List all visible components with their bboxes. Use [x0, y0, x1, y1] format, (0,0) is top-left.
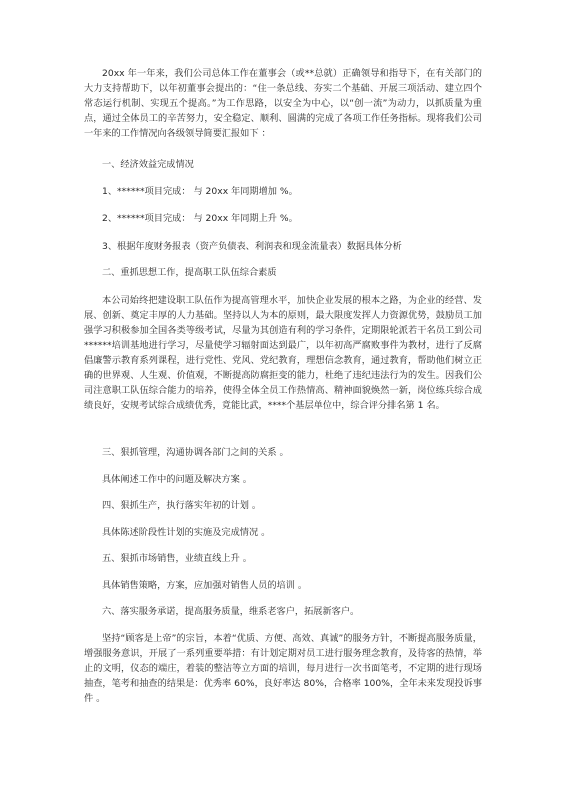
section-2-paragraph: 本公司始终把建设职工队伍作为提高管理水平，加快企业发展的根本之路，为企业的经营、发展、创新、奠定丰厚的人力基础。坚持以人为本的原则，最大限度发挥人力资源优势，鼓励员工加强学习积极参加全国各类等级考试，尽量为其创造有利的学习条件，定期限轮派若干名员工到公司******培训基地进行学习，尽量使学习辐射面达到最广，以年初高严腐败事件为教材，进行了反腐倡廉警示教育系列课程，进行党性、党风、党纪教育，理想信念教育，通过教育，帮助他们树立正确的世界观、人生观、价值观，不断提高防腐拒变的能力，杜绝了违纪违法行为的发生。因我们公司注意职工队伍综合能力的培养，使得全体全员工作热情高、精神面貌焕然一新，岗位练兵综合成绩良好，安规考试综合成绩优秀，竟能比武，****个基层单位中，综合评分排名第 1 名。	[84, 295, 482, 411]
section-1-item-2: 2、******项目完成： 与 20xx 年同期上升 %。	[102, 213, 298, 224]
section-4-body: 具体陈述阶段性计划的实施及完成情况 。	[102, 527, 271, 538]
section-6-paragraph: 坚持“顾客是上帝”的宗旨，本着“优质、方便、高效、真诚”的服务方针，不断提高服务质量，增强服务意识，开展了一系列重要举措：有计划定期对员工进行服务理念教育，及待客的热情，举止的文明，仪态的端庄，着装的整洁等立方面的培训，每月进行一次书面笔考，不定期的进行现场抽查，笔考和抽查的结果是：优秀率 60%，良好率达 80%，合格率 100%，全年未来发现投诉事件 。	[84, 633, 482, 704]
section-3-body: 具体阐述工作中的问题及解决方案 。	[102, 474, 252, 485]
section-5-body: 具体销售策略，方案，应加强对销售人员的培训 。	[102, 580, 308, 591]
intro-paragraph: 20xx 年一年来，我们公司总体工作在董事会（或**总就）正确领导和指导下，在有关部门的大力支持帮助下，以年初董事会提出的：“住一条总线、夯实二个基础、开展三项活动、建立四个常态运行机制、实现五个提高。”为工作思路，以安全为中心，以“创一流”为动力，以抓质量为重点，通过全体员工的辛苦努力，安全稳定、顺利、圆满的完成了各项工作任务指标。现将我们公司一年来的工作情况向各级领导简要汇报如下 ：	[84, 68, 482, 139]
section-4-heading: 四、狠抓生产，执行落实年初的计划 。	[102, 500, 262, 511]
section-5-heading: 五、狠抓市场销售，业绩直线上升 。	[102, 553, 252, 564]
section-6-heading: 六、落实服务承诺，提高服务质量，维系老客户，拓展新客户。	[102, 606, 360, 617]
section-1-heading: 一、经济效益完成情况	[102, 159, 194, 170]
section-1-item-1: 1、******项目完成： 与 20xx 年同期增加 %。	[102, 186, 298, 197]
section-1-item-3: 3、根据年度财务报表（资产负债表、利润表和现金流量表）数据具体分析	[102, 241, 402, 252]
section-3-heading: 三、狠抓管理，沟通协调各部门之间的关系 。	[102, 447, 289, 458]
section-2-heading: 二、重抓思想工作，提高职工队伍综合素质	[102, 267, 277, 278]
